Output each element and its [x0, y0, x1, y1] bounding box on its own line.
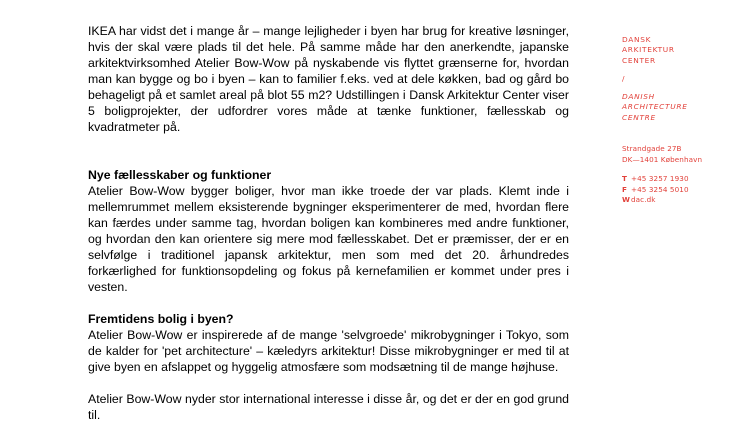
contact-web[interactable]: Wdac.dk	[622, 195, 656, 205]
intro-paragraph: IKEA har vidst det i mange år – mange lejligheder i byen har brug for kreative løsninger, hvis der skal være plads til det hele. På samme måde har den anerkendte, japanske arkitektvirksomhed Atelier Bow-Wow på nyskabende vis flyttet grænserne for, hvordan man kan bygge og bo i byen – kan to familier f.eks. ved at dele køkken, bad og gård bo behageligt på et samlet areal på blot 55 m2? Udstillingen i Dansk Arkitektur Center viser 5 boligprojekter, der udfordrer vores måde at tænke funktioner, fællesskab og kvadratmeter på.	[88, 24, 569, 134]
organization-sidebar	[622, 35, 732, 206]
section-paragraph-future-housing: Atelier Bow-Wow er inspirerede af de mange 'selvgroede' mikrobygninger i Tokyo, som de kalder for 'pet architecture' – kæledyrs arkitektur! Disse mikrobygninger er med til at give byen en afslappet og hyggelig atmosfære som modsætning til de mange højhuse.	[88, 328, 569, 374]
contact-fax: F +45 3254 5010	[622, 184, 689, 194]
contact-phone: T +45 3257 1930	[622, 174, 689, 184]
closing-paragraph: Atelier Bow-Wow nyder stor international interesse i disse år, og det er der en god grund til.	[88, 392, 569, 422]
section-heading-new-communities: Nye fællesskaber og funktioner	[88, 168, 272, 182]
org-name-separator: /	[622, 73, 626, 83]
press-release-body	[88, 23, 569, 423]
org-name-english: DANISH ARCHITECTURE CENTRE	[622, 92, 688, 122]
org-contacts	[622, 174, 732, 206]
org-name-danish: DANSK ARKITEKTUR CENTER	[622, 35, 675, 65]
org-address: Strandgade 27B DK—1401 København	[622, 144, 703, 164]
section-heading-future-housing: Fremtidens bolig i byen?	[88, 312, 234, 326]
section-paragraph-new-communities: Atelier Bow-Wow bygger boliger, hvor man ikke troede der var plads. Klemt inde i mellemrummet mellem eksisterende bygninger eksperimenterer de med, hvordan flere kan færdes under samme tag, hvordan boligen kan kombineres med andre funktioner, og hvordan den kan orientere sig mere mod fællesskabet. Det er præmisser, der er en selvfølge i traditionel japansk arkitektur, men som med det 20. århundredes forkærlighed for funktionsopdeling og fokus på kernefamilien er kommet under pres i vesten.	[88, 184, 569, 294]
